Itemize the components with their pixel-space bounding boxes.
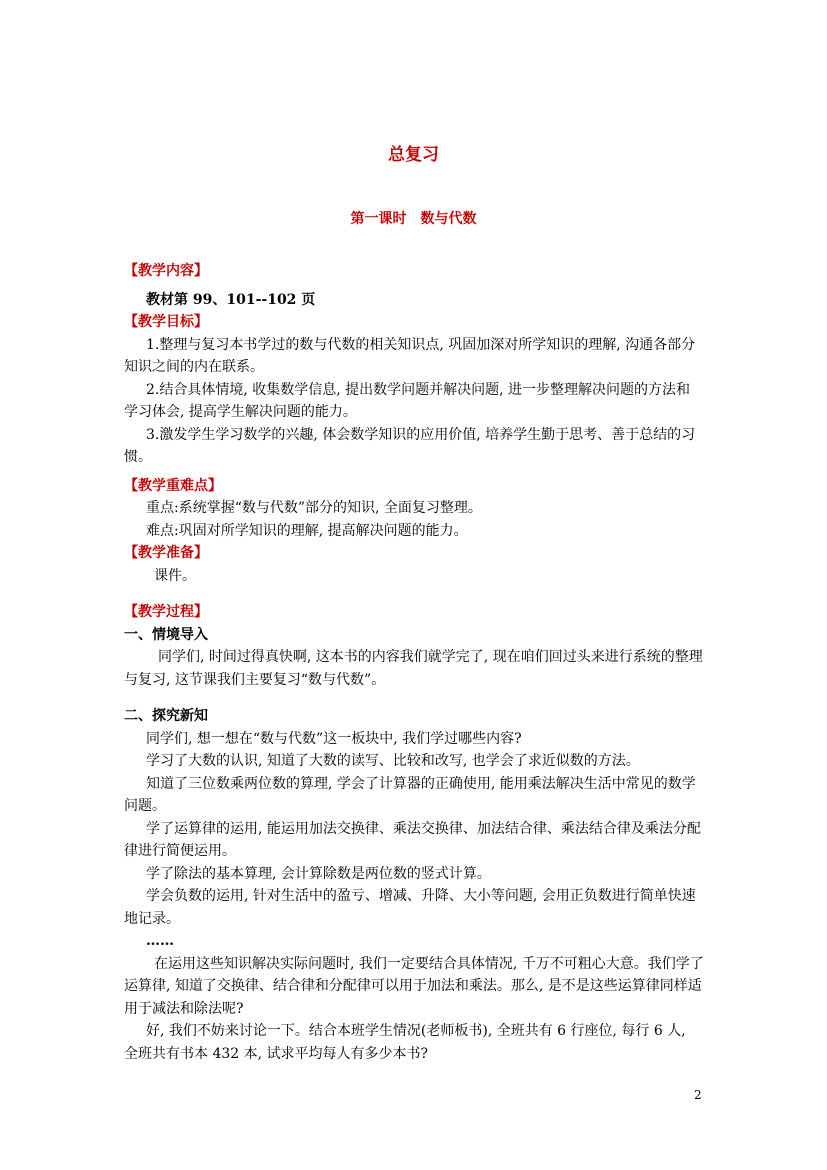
step2-paragraph: 学了运算律的运用, 能运用加法交换律、乘法交换律、加法结合律、乘法结合律及乘法分配律进行简便运用。 [124, 820, 701, 859]
key-point: 重点:系统掌握“数与代数”部分的知识, 全面复习整理。 [146, 500, 482, 516]
section-heading-preparation: 【教学准备】 [124, 545, 208, 561]
step2-paragraph: 学习了大数的认识, 知道了大数的读写、比较和改写, 也学会了求近似数的方法。 [146, 753, 640, 769]
step2-paragraph: 知道了三位数乘两位数的算理, 学会了计算器的正确使用, 能用乘法解决生活中常见的数学问题。 [124, 775, 696, 814]
goal-item: 2.结合具体情境, 收集数学信息, 提出数学问题并解决问题, 进一步整理解决问题的方法和学习体会, 提高学生解决问题的能力。 [124, 381, 691, 420]
section-heading-process: 【教学过程】 [124, 604, 208, 620]
step2-paragraph: 在运用这些知识解决实际问题时, 我们一定要结合具体情况, 千万不可粗心大意。我们学了运算律, 知道了交换律、结合律和分配律可以用于加法和乘法。那么, 是不是这些运算律同样适用于减法和除法呢? [124, 955, 704, 1017]
document-body [124, 260, 704, 1065]
section-heading-content: 【教学内容】 [124, 263, 208, 279]
section-heading-goals: 【教学目标】 [124, 314, 208, 330]
step1-heading: 一、情境导入 [124, 626, 208, 643]
content-text: 教材第 99、101--102 页 [146, 291, 316, 308]
page-number: 2 [694, 1088, 702, 1102]
goal-item: 3.激发学生学习数学的兴趣, 体会数学知识的应用价值, 培养学生勤于思考、善于总结的习惯。 [124, 426, 696, 465]
goal-item: 1.整理与复习本书学过的数与代数的相关知识点, 巩固加深对所学知识的理解, 沟通各部分知识之间的内在联系。 [124, 336, 696, 375]
lesson-subtitle: 第一课时 数与代数 [350, 211, 477, 227]
step2-paragraph: 学会负数的运用, 针对生活中的盈亏、增减、升降、大小等问题, 会用正负数进行简单快速地记录。 [124, 888, 696, 927]
preparation-text: 课件。 [154, 567, 196, 584]
key-point: 难点:巩固对所学知识的理解, 提高解决问题的能力。 [146, 522, 468, 539]
step2-paragraph: 好, 我们不妨来讨论一下。结合本班学生情况(老师板书), 全班共有 6 行座位, 每行 6 人, 全班共有书本 432 本, 试求平均每人有多少本书? [124, 1023, 686, 1062]
section-heading-key-points: 【教学重难点】 [124, 477, 222, 494]
step1-text: 同学们, 时间过得真快啊, 这本书的内容我们就学完了, 现在咱们回过头来进行系统的整理与复习, 这节课我们主要复习“数与代数”。 [124, 649, 703, 688]
step2-paragraph: 学了除法的基本算理, 会计算除数是两位数的竖式计算。 [146, 865, 491, 882]
step2-paragraph: 同学们, 想一想在“数与代数”这一板块中, 我们学过哪些内容? [146, 730, 522, 747]
step2-heading: 二、探究新知 [124, 708, 208, 724]
ellipsis-line: …… [146, 933, 174, 949]
page-title: 总复习 [388, 145, 439, 165]
